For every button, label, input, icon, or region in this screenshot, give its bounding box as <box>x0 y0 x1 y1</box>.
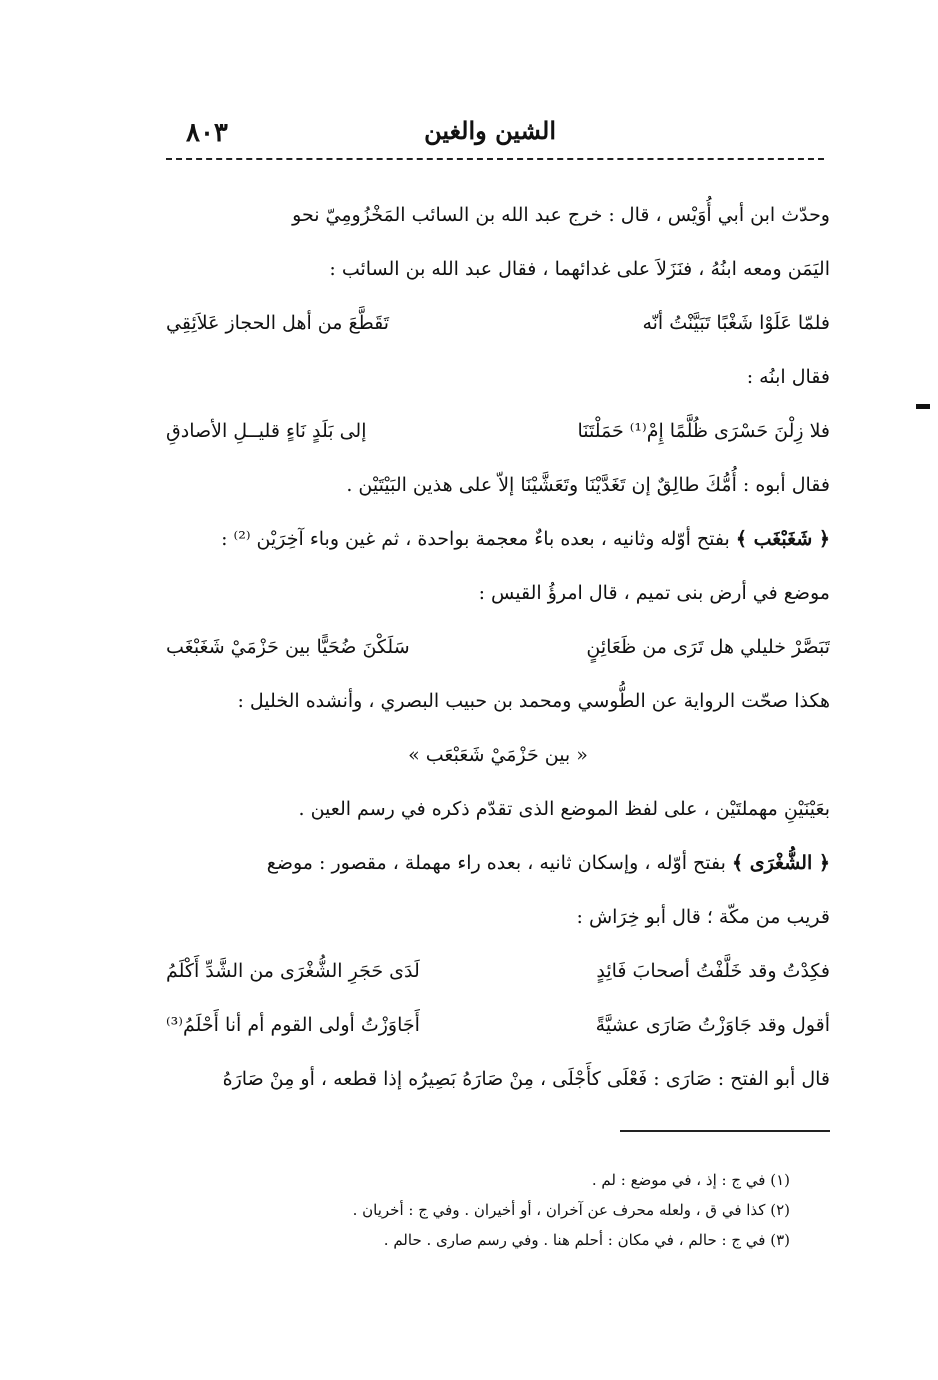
verse-3-first-hemistich: تَبَصَّرْ خليلي هل تَرَى من ظَعَائِنٍ <box>586 636 830 658</box>
verse-4-first-hemistich: فكِدْتُ وقد خَلَّفْتُ أصحابَ فَائِدٍ <box>596 960 830 982</box>
text-line-makka: قريب من مكّة ؛ قال أبو خِرَاش : <box>576 906 830 928</box>
verse-1 <box>166 296 830 350</box>
header-rule <box>166 158 824 160</box>
verse-1-first-hemistich: فلمّا عَلَوْا شَغْبًا تَبَيَّنْتُ أنّه <box>642 312 830 334</box>
margin-mark <box>916 404 930 409</box>
text-line-quote: « بين حَزْمَيْ شَعَبْعَب » <box>408 744 588 766</box>
footnote-2: (٢) كذا في ق ، ولعله محرف عن آخران ، أو أخيران . وفي ج : أخريان . <box>352 1201 790 1219</box>
footnotes <box>200 1165 790 1255</box>
entry-headword: ﴿ الشُّغْرَى ﴾ <box>731 852 830 874</box>
entry-shaghbaghab <box>166 512 830 566</box>
footnote-3: (٣) في ج : حالم ، في مكان : أحلم هنا . وفي رسم صارى . حالم . <box>383 1231 790 1249</box>
text-line-place: موضع في أرض بنى تميم ، قال امرؤُ القيس : <box>478 582 830 604</box>
verse-2-first-hemistich: فلا زِلْنَ حَسْرَى ظُلَّمًا إِمْ⁽¹⁾ حَمَلْتَنَا <box>577 420 830 442</box>
text-line-ain: بعَيْنَيْنِ مهملتَيْن ، على لفظ الموضع الذى تقدّم ذكره في رسم العين . <box>298 798 830 820</box>
footnote-rule <box>620 1130 830 1132</box>
verse-3 <box>166 620 830 674</box>
text-line-1: وحدّث ابن أبي أُوَيْس ، قال : خرج عبد الله بن السائب المَخْزُومِيّ نحو <box>292 204 830 226</box>
verse-4 <box>166 944 830 998</box>
footnote-1: (١) في ج : إذ ، في موضع : لم . <box>591 1171 790 1189</box>
entry-description: بفتح أوّله وثانيه ، بعده باءٌ معجمة بواحدة ، ثم غين وباء آخِرَيْن ⁽²⁾ : <box>221 528 730 550</box>
entry-shughra <box>166 836 830 890</box>
entry-description: بفتح أوّله ، وإسكان ثانيه ، بعده راء مهملة ، مقصور : موضع <box>266 852 726 874</box>
verse-3-second-hemistich: سَلَكْنَ ضُحَيًّا بين حَزْمَيْ شَغَبْغَب <box>166 636 410 658</box>
text-line-father: فقال أبوه : أُمُّكَ طالِقٌ إن تَغَدَّيْنَا وتَعَشَّيْنَا إلاّ على هذين البَيْتَيْن . <box>346 474 830 496</box>
text-line-son: فقال ابنُه : <box>746 366 830 388</box>
verse-5-first-hemistich: أقول وقد جَاوَزْتُ صَارَى عشيَّةً <box>595 1014 830 1036</box>
text-line-riwaya: هكذا صحّت الرواية عن الطُّوسي ومحمد بن حبيب البصري ، وأنشده الخليل : <box>237 690 830 712</box>
running-head: الشين والغين <box>424 116 556 145</box>
page-number: ٨٠٣ <box>186 118 228 148</box>
text-line-2: اليَمَن ومعه ابنُهُ ، فنَزَلاَ على غدائهما ، فقال عبد الله بن السائب : <box>329 258 830 280</box>
verse-2 <box>166 404 830 458</box>
entry-headword: ﴿ شَغَبْغَب ﴾ <box>735 528 830 550</box>
verse-1-second-hemistich: تَقَطَّعَ من أهل الحجاز عَلاَئِقِي <box>166 312 390 334</box>
verse-5 <box>166 998 830 1052</box>
text-line-final: قال أبو الفتح : صَارَى : فَعْلَى كأَجْلَى ، مِنْ صَارَهُ بَصِيرُه إذا قطعه ، أو مِنْ صَارَهُ <box>222 1068 830 1090</box>
verse-2-second-hemistich: إلى بَلَدٍ نَاءٍ قليــلِ الأصادقِ <box>166 420 367 442</box>
verse-5-second-hemistich: أَجَاوَزْتُ أولى القوم أم أنا أَحْلَمُ⁽³⁾ <box>166 1014 420 1036</box>
verse-4-second-hemistich: لَدَى حَجَرِ الشُّغْرَى من الشَّدِّ أَكْلَمُ <box>166 960 420 982</box>
body-text <box>166 188 830 1106</box>
